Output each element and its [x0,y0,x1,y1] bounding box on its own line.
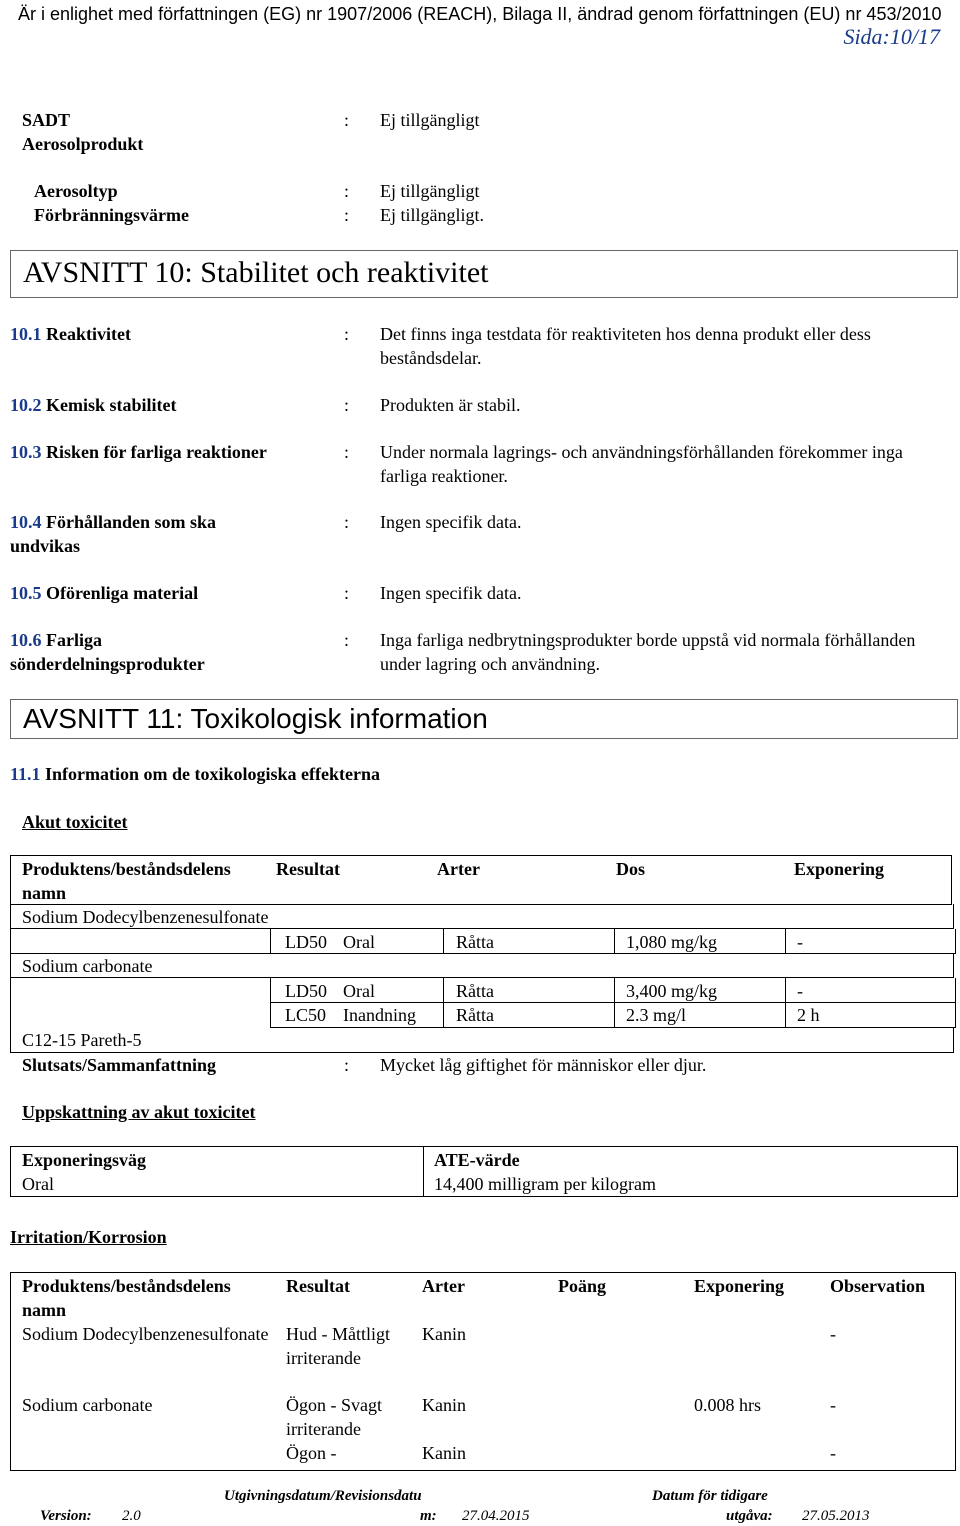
footer-prev-label-2: utgåva: [726,1508,773,1524]
item-10-3-label: 10.3 Risken för farliga reaktioner [10,442,267,462]
acute-cell: 3,400 mg/kg [626,981,718,1001]
prop-label-aerosolprodukt: Aerosolprodukt [22,134,144,154]
footer-version-label: Version: [40,1508,92,1524]
irr-cell-name: Sodium carbonate [22,1395,153,1415]
prop-label-sadt: SADT [22,110,71,130]
acute-cell: Råtta [456,1005,494,1025]
footer-version: 2.0 [122,1508,141,1524]
acute-substance: C12-15 Pareth-5 [22,1030,142,1050]
irr-cell-result: Ögon - Svagt irriterande [286,1395,382,1439]
acute-cell: - [797,981,803,1001]
acute-cell: - [797,932,803,952]
prop-label-forbranningsvarme: Förbränningsvärme [34,205,189,225]
irr-cell-species: Kanin [422,1324,466,1344]
acute-cell: 2.3 mg/l [626,1005,687,1025]
irr-header-species: Arter [422,1276,465,1296]
summary-label: Slutsats/Sammanfattning [22,1055,217,1075]
irr-header-result: Resultat [286,1276,350,1296]
item-10-1-label: 10.1 Reaktivitet [10,324,131,344]
irr-cell-observation: - [830,1395,836,1415]
irr-header-observation: Observation [830,1276,926,1296]
item-10-5-label: 10.5 Oförenliga material [10,583,199,603]
acute-cell: 2 h [797,1005,820,1025]
irr-cell-result: Ögon - [286,1443,337,1463]
prop-value-sadt: Ej tillgängligt [380,110,480,130]
item-11-1-label: 11.1 Information om de toxikologiska effekterna [10,764,380,784]
colon: : [344,630,350,650]
colon: : [344,512,350,532]
summary-value: Mycket låg giftighet för människor eller djur. [380,1055,707,1075]
irr-cell-species: Kanin [422,1443,466,1463]
colon: : [344,181,350,201]
ate-header-route: Exponeringsväg [22,1150,147,1170]
section-10-header [10,250,958,298]
item-10-4-label: 10.4 Förhållanden som ska undvikas [10,512,217,556]
item-10-3-value: Under normala lagrings- och användningsförhållanden förekommer inga farliga reaktioner. [380,442,903,486]
colon: : [344,583,350,603]
irr-cell-result: Hud - Måttligt irriterande [286,1324,390,1368]
colon: : [344,205,350,225]
irr-header-score: Poäng [558,1276,607,1296]
colon: : [344,110,350,130]
irr-cell-species: Kanin [422,1395,466,1415]
ate-cell-route: Oral [22,1174,54,1194]
acute-cell: Råtta [456,932,494,952]
acute-header-species: Arter [437,859,480,879]
acute-substance: Sodium Dodecylbenzenesulfonate [22,907,269,927]
acute-cell: Oral [343,932,375,952]
prop-value-aerosoltyp: Ej tillgängligt [380,181,480,201]
section-10-title: AVSNITT 10: Stabilitet och reaktivitet [23,256,489,289]
colon: : [344,442,350,462]
acute-cell: Råtta [456,981,494,1001]
irr-header-exposure: Exponering [694,1276,785,1296]
page-number: Sida:10/17 [843,24,940,49]
acute-cell: Inandning [343,1005,416,1025]
item-10-6-label: 10.6 Farliga sönderdelningsprodukter [10,630,205,674]
acute-cell: LD50 [285,981,327,1001]
irr-cell-exposure: 0.008 hrs [694,1395,761,1415]
colon: : [344,324,350,344]
acute-cell: 1,080 mg/kg [626,932,718,952]
item-10-2-value: Produkten är stabil. [380,395,521,415]
footer-prev-label: Datum för tidigare [652,1488,768,1504]
acute-header-exposure: Exponering [794,859,885,879]
section-11-title: AVSNITT 11: Toxikologisk information [23,703,488,734]
item-10-6-value: Inga farliga nedbrytningsprodukter borde uppstå vid normala förhållanden under lagring och användning. [380,630,916,674]
irr-cell-name: Sodium Dodecylbenzenesulfonate [22,1324,269,1344]
acute-substance: Sodium carbonate [22,956,153,976]
footer-issue-label-2: m: [420,1508,437,1524]
document-header-title: Är i enlighet med författningen (EG) nr 1907/2006 (REACH), Bilaga II, ändrad genom författningen (EU) nr 453/2010 [18,4,942,24]
irr-header-name: Produktens/beståndsdelens namn [22,1276,231,1320]
acute-cell: LC50 [285,1005,327,1025]
item-10-5-value: Ingen specifik data. [380,583,522,603]
prop-label-aerosoltyp: Aerosoltyp [34,181,118,201]
acute-cell: Oral [343,981,375,1001]
acute-header-dose: Dos [616,859,646,879]
ate-heading: Uppskattning av akut toxicitet [22,1102,256,1122]
irr-cell-observation: - [830,1443,836,1463]
irr-cell-observation: - [830,1324,836,1344]
prop-value-forbranningsvarme: Ej tillgängligt. [380,205,484,225]
footer-issue-label: Utgivningsdatum/Revisionsdatu [224,1488,422,1504]
item-10-1-value: Det finns inga testdata för reaktiviteten hos denna produkt eller dess beståndsdelar. [380,324,871,368]
acute-header-result: Resultat [276,859,340,879]
ate-header-value: ATE-värde [434,1150,520,1170]
section-11-header [10,699,958,739]
colon: : [344,395,350,415]
colon: : [344,1055,350,1075]
ate-cell-value: 14,400 milligram per kilogram [434,1174,656,1194]
irritation-heading: Irritation/Korrosion [10,1227,167,1247]
acute-toxicity-heading: Akut toxicitet [22,812,128,832]
acute-cell: LD50 [285,932,327,952]
item-10-4-value: Ingen specifik data. [380,512,522,532]
footer-issue-date: 27.04.2015 [462,1508,530,1524]
footer-prev-date: 27.05.2013 [802,1508,870,1524]
acute-header-name: Produktens/beståndsdelens namn [22,859,231,903]
item-10-2-label: 10.2 Kemisk stabilitet [10,395,177,415]
